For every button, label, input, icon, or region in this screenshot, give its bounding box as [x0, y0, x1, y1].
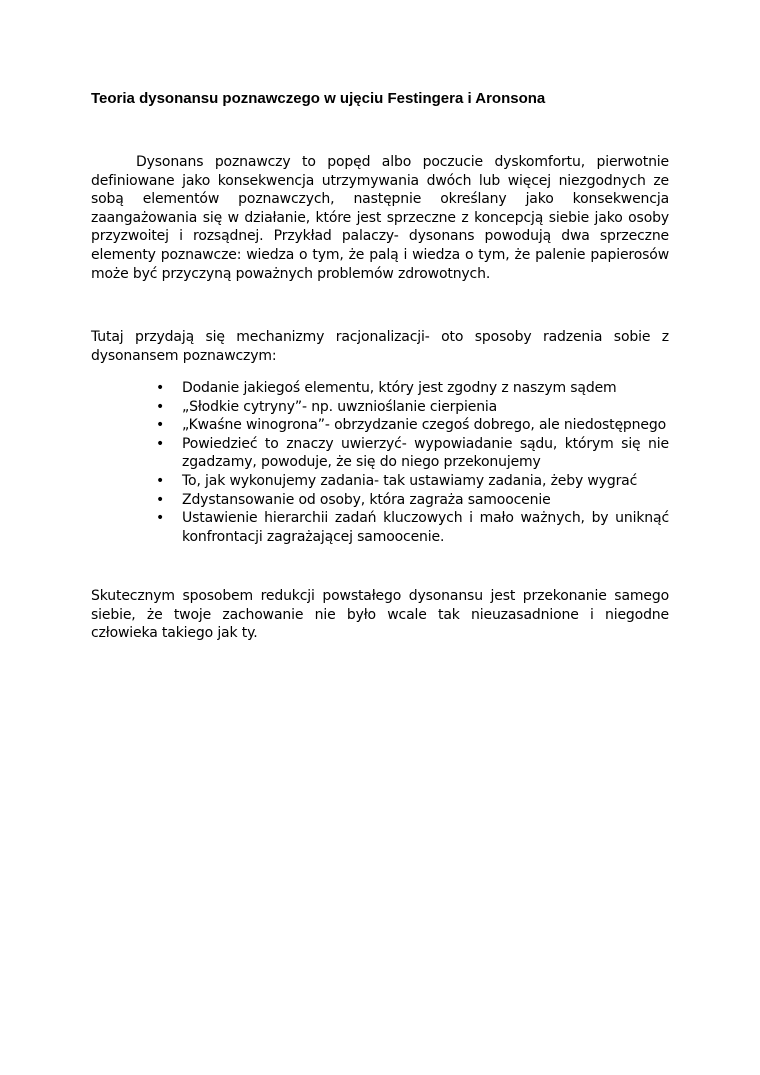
paragraph-conclusion: Skutecznym sposobem redukcji powstałego dysonansu jest przekonanie samego siebie, że twoje zachowanie nie było wcale tak nieuzasadnione i niegodne człowieka takiego jak ty.: [91, 588, 669, 642]
paragraph-definition: Dysonans poznawczy to popęd albo poczucie dyskomfortu, pierwotnie definiowane jako konsekwencja utrzymywania dwóch lub więcej niezgodnych ze sobą elementów poznawczych, następnie określany jako konsekwencja zaangażowania się w działanie, które jest sprzeczne z koncepcją siebie jako osoby przyzwoitej i rozsądnej. Przykład palaczy- dysonans powodują dwa sprzeczne elementy poznawcze: wiedza o tym, że palą i wiedza o tym, że palenie papierosów może być przyczyną poważnych problemów zdrowotnych.: [91, 154, 669, 282]
bullet-icon: •: [156, 472, 165, 489]
list-item-text: Dodanie jakiegoś elementu, który jest zgodny z naszym sądem: [182, 380, 617, 396]
bullet-icon: •: [156, 380, 165, 396]
list-item: [91, 491, 669, 510]
list-item: [91, 509, 669, 546]
document-title: Teoria dysonansu poznawczego w ujęciu Festingera i Aronsona: [91, 90, 546, 107]
bullet-icon: •: [156, 510, 165, 527]
bullet-icon: •: [156, 398, 165, 415]
bullet-icon: •: [156, 491, 165, 508]
paragraph-mechanisms-intro: Tutaj przydają się mechanizmy racjonalizacji- oto sposoby radzenia sobie z dysonansem poznawczym:: [91, 329, 669, 364]
list-item-text: Ustawienie hierarchii zadań kluczowych i mało ważnych, by uniknąć konfrontacji zagrażającej samoocenie.: [182, 510, 669, 545]
list-item: [91, 472, 669, 491]
bullet-icon: •: [156, 417, 165, 434]
bullet-icon: •: [156, 435, 165, 452]
list-item: [91, 379, 669, 398]
list-item-text: „Słodkie cytryny”- np. uwznioślanie cierpienia: [182, 398, 498, 415]
list-item: [91, 416, 669, 435]
list-item-text: Zdystansowanie od osoby, która zagraża samoocenie: [182, 491, 551, 508]
list-item-text: „Kwaśne winogrona”- obrzydzanie czegoś dobrego, ale niedostępnego: [182, 417, 667, 434]
rationalization-list: [91, 379, 669, 546]
list-item-text: Powiedzieć to znaczy uwierzyć- wypowiadanie sądu, którym się nie zgadzamy, powoduje, że się do niego przekonujemy: [182, 435, 669, 471]
list-item: [91, 435, 669, 472]
list-item: [91, 398, 669, 417]
list-item-text: To, jak wykonujemy zadania- tak ustawiamy zadania, żeby wygrać: [182, 472, 638, 489]
